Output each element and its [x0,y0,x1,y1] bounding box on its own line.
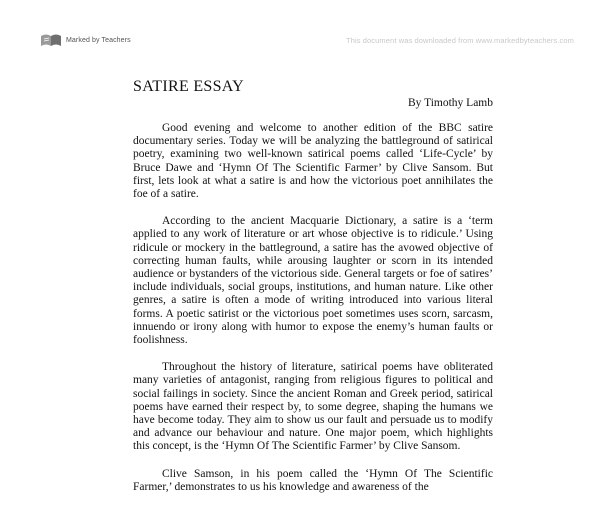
page-header [0,0,612,60]
paragraph-analysis: Clive Samson, in his poem called the ‘Hymn Of The Scientific Farmer,’ demonstrates to us his knowledge and awareness of the [133,467,493,493]
document-title: SATIRE ESSAY [133,78,245,95]
paragraph-history: Throughout the history of literature, satirical poems have obliterated many varieties of antagonist, ranging from religious figures to political and social failings in society. Since the ancient Roman and Greek period, satirical poems have earned their respect by, to some degree, shaping the humans we have become today. They aim to show us our fault and persuade us to modify and advance our behaviour and nature. One major poem, which highlights this concept, is the ‘Hymn Of The Scientific Farmer’ by Clive Sansom. [133,361,493,453]
site-logo[interactable] [40,33,131,47]
logo-text: Marked by Teachers [66,36,131,44]
document-body [133,78,493,508]
page-bottom-fade [0,517,612,523]
book-logo-icon [40,33,62,47]
author-line: By Timothy Lamb [408,97,493,109]
download-notice: This document was downloaded from www.markedbyteachers.com [346,36,574,45]
paragraph-definition: According to the ancient Macquarie Dictionary, a satire is a ‘term applied to any work of literature or art whose objective is to ridicule.’ Using ridicule or mockery in the battleground, a satire has the avowed objective of correcting human faults, while arousing laughter or scorn in its intended audience or bystanders of the victorious side. General targets or foe of satires’ include individuals, social groups, institutions, and human nature. Like other genres, a satire is often a mode of writing introduced into various literal forms. A poetic satirist or the victorious poet sometimes uses scorn, sarcasm, innuendo or irony along with humor to expose the enemy’s human faults or foolishness. [133,215,493,347]
paragraph-intro: Good evening and welcome to another edition of the BBC satire documentary series. Today we will be analyzing the battleground of satirical poetry, examining two well-known satirical poems called ‘Life-Cycle’ by Bruce Dawe and ‘Hymn Of The Scientific Farmer’ by Clive Sansom. But first, lets look at what a satire is and how the victorious poet annihilates the foe of a satire. [133,122,493,201]
